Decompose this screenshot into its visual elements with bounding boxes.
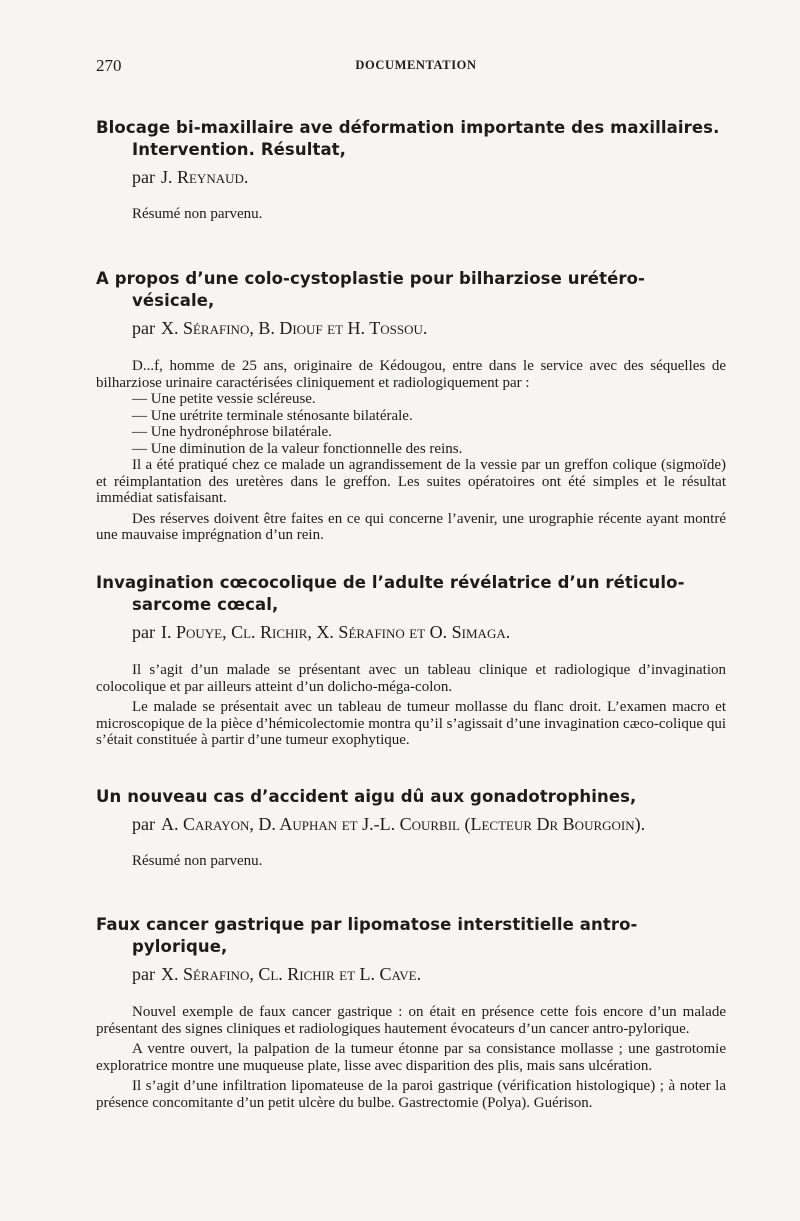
paragraph: Il s’agit d’une infiltration lipomateuse de la paroi gastrique (vérification histologique) ; à noter la présence concomitante d’un petit ulcère du bulbe. Gastrectomie (Polya). Guérison.	[96, 1078, 726, 1111]
author-list: X. Sérafino, Cl. Richir et L. Cave.	[160, 964, 422, 984]
paragraph: D...f, homme de 25 ans, originaire de Kédougou, entre dans le service avec des séquelles de bilharziose urinaire caractérisées cliniquement et radiologiquement par :	[96, 358, 726, 391]
article-blocage-bi-maxillaire	[96, 117, 726, 223]
paragraph: Le malade se présentait avec un tableau de tumeur mollasse du flanc droit. L’examen macro et microscopique de la pièce d’hémicolectomie montra qu’il s’agissait d’une invagination cæco-colique qui s’était constituée à partir d’une tumeur exophytique.	[96, 699, 726, 748]
article-invagination-coecocolique	[96, 572, 726, 749]
paragraph: Il a été pratiqué chez ce malade un agrandissement de la vessie par un greffon colique (sigmoïde) et réimplantation des uretères dans le greffon. Les suites opératoires ont été simples et le résultat immédiat satisfaisant.	[96, 457, 726, 506]
article-accident-gonadotrophines	[96, 786, 726, 870]
article-body	[96, 358, 726, 544]
list-item: — Une petite vessie scléreuse.	[132, 391, 726, 408]
list-item: — Une hydronéphrose bilatérale.	[132, 424, 726, 441]
article-title: Invagination cœcocolique de l’adulte révélatrice d’un réticulo-sarcome cœcal,	[96, 573, 685, 614]
running-head: DOCUMENTATION	[355, 58, 477, 72]
author-list: J. Reynaud.	[160, 167, 249, 187]
page-header	[96, 56, 736, 80]
article-summary: Résumé non parvenu.	[132, 853, 263, 869]
page-number: 270	[96, 56, 122, 75]
by-label: par	[132, 318, 155, 338]
article-body	[96, 1004, 726, 1111]
article-title: A propos d’une colo-cystoplastie pour bilharziose urétéro-vésicale,	[96, 269, 645, 310]
by-label: par	[132, 167, 155, 187]
article-faux-cancer-gastrique	[96, 914, 726, 1111]
by-label: par	[132, 814, 155, 834]
list-item: — Une urétrite terminale sténosante bilatérale.	[132, 408, 726, 425]
article-title: Blocage bi-maxillaire ave déformation importante des maxillaires. Intervention. Résultat,	[96, 118, 720, 159]
symptom-list	[96, 391, 726, 457]
article-authors	[132, 962, 726, 986]
paragraph: Il s’agit d’un malade se présentant avec un tableau clinique et radiologique d’invagination colocolique et par ailleurs atteint d’un dolicho-méga-colon.	[96, 662, 726, 695]
article-summary: Résumé non parvenu.	[132, 206, 263, 222]
article-title: Un nouveau cas d’accident aigu dû aux gonadotrophines,	[96, 787, 637, 806]
author-list: X. Sérafino, B. Diouf et H. Tossou.	[160, 318, 428, 338]
article-authors	[132, 165, 726, 189]
paragraph: Nouvel exemple de faux cancer gastrique : on était en présence cette fois encore d’un malade présentant des signes cliniques et radiologiques hautement évocateurs d’un cancer antro-pylorique.	[96, 1004, 726, 1037]
paragraph: A ventre ouvert, la palpation de la tumeur étonne par sa consistance mollasse ; une gastrotomie exploratrice montre une muqueuse plate, lisse avec disparition des plis, mais sans ulcération.	[96, 1041, 726, 1074]
article-authors	[132, 316, 726, 340]
article-authors	[132, 620, 726, 644]
article-colo-cystoplastie	[96, 268, 726, 544]
article-authors	[132, 812, 726, 836]
by-label: par	[132, 622, 155, 642]
author-list: A. Carayon, D. Auphan et J.-L. Courbil (Lecteur Dr Bourgoin).	[160, 814, 646, 834]
article-title: Faux cancer gastrique par lipomatose interstitielle antro-pylorique,	[96, 915, 638, 956]
list-item: — Une diminution de la valeur fonctionnelle des reins.	[132, 441, 726, 458]
author-list: I. Pouye, Cl. Richir, X. Sérafino et O. Simaga.	[160, 622, 511, 642]
by-label: par	[132, 964, 155, 984]
paragraph: Des réserves doivent être faites en ce qui concerne l’avenir, une urographie récente ayant montré une mauvaise imprégnation d’un rein.	[96, 510, 726, 543]
article-body	[96, 662, 726, 749]
